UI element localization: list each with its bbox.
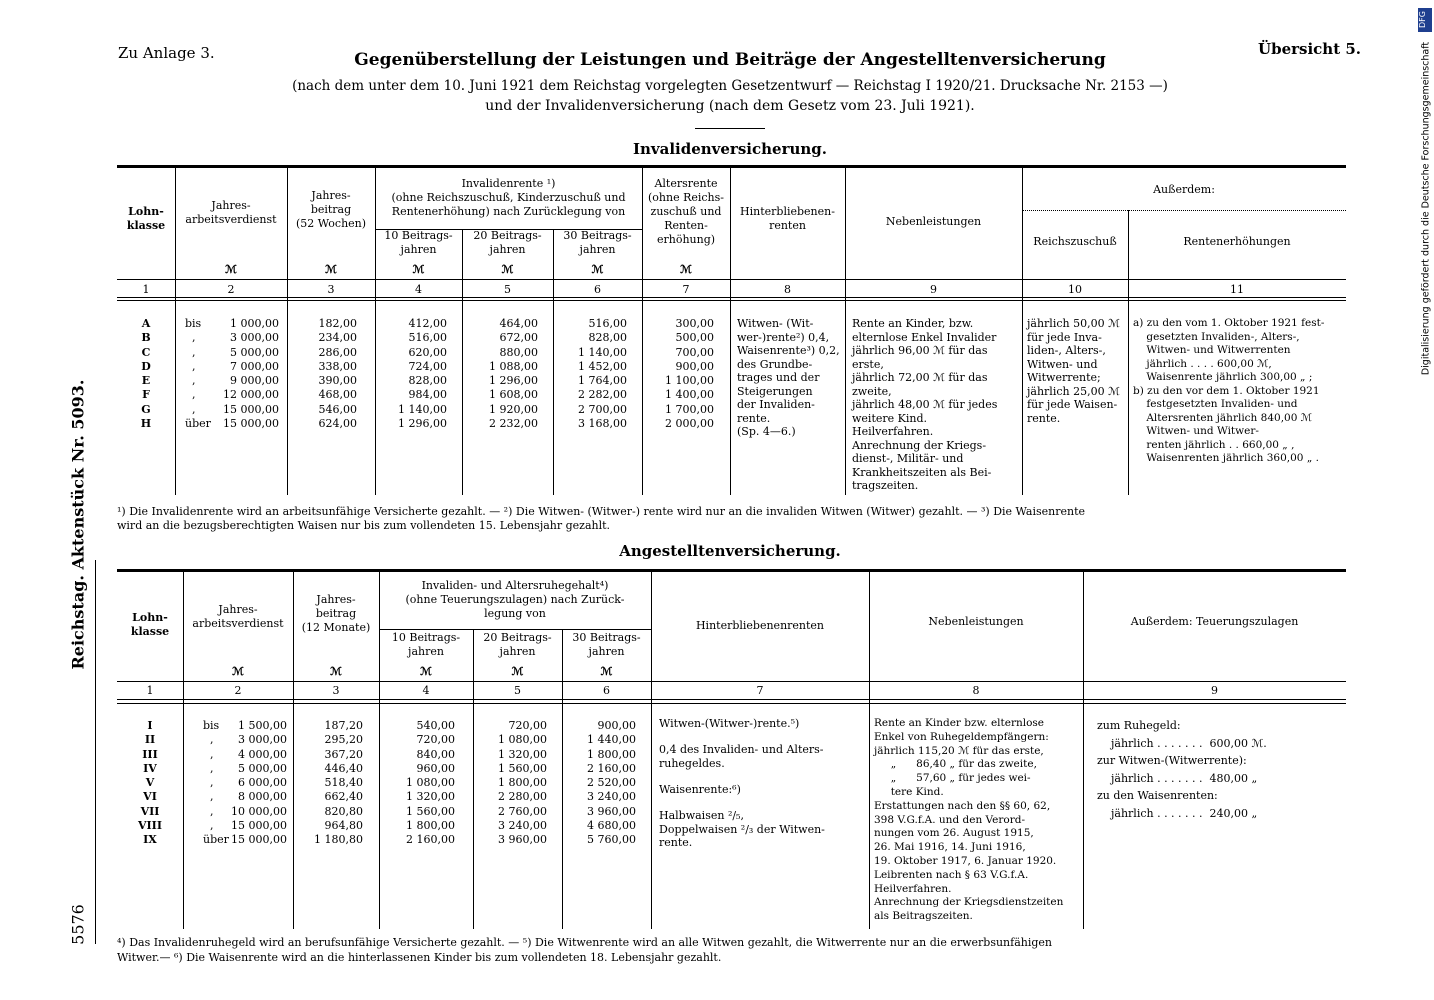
column-number: 7 [756, 684, 764, 697]
header-ruhegehalt: Invaliden- und Altersruhegehalt⁴) (ohne Teuerungszulagen) nach Zurück- legung von [405, 579, 625, 620]
verdienst-values: 1 500,00 3 000,00 4 000,00 5 000,00 6 000,00 8 000,00 10 000,00 15 000,00 15 000,00 [231, 719, 287, 847]
column-number: 8 [784, 283, 791, 296]
hinterbliebenen-text: Witwen- (Wit- wer-)rente²) 0,4, Waisenrente³) 0,2, des Grundbe- trages und der Steigerungen der Invaliden- rente. (Sp. 4—6.) [737, 317, 840, 438]
reichstag-document-label: Reichstag. Aktenstück Nr. 5093. [68, 379, 88, 670]
column-number: 3 [327, 283, 335, 296]
header-beitrag: Jahres- beitrag (12 Monate) [301, 593, 371, 634]
header-reichszuschuss: Reichszuschuß [1033, 235, 1117, 248]
margin-rule [95, 560, 96, 944]
nebenleistungen-text: Rente an Kinder, bzw. elternlose Enkel Invalider jährlich 96,00 ℳ für das erste, jährlich 72,00 ℳ für das zweite, jährlich 48,00 ℳ für jedes weitere Kind. Heilverfahren. Anrechnung der Kriegs- dienst-, Militär- und Krankheitszeiten als Bei- tragszeiten. [852, 317, 998, 492]
page-subtitle-1: (nach dem unter dem 10. Juni 1921 dem Reichstag vorgelegten Gesetzentwurf — Reichstag I 1920/21. Drucksache Nr. 2153 —) [292, 78, 1168, 94]
mark-symbol: ℳ [325, 263, 337, 276]
page-title: Gegenüberstellung der Leistungen und Beiträge der Angestelltenversicherung [354, 50, 1106, 70]
header-beitrag: Jahres- beitrag (52 Wochen) [295, 189, 367, 230]
header-r20: 20 Beitrags- jahren [483, 631, 552, 658]
invaliden-footnote: ¹) Die Invalidenrente wird an arbeitsunfähige Versicherte gezahlt. — ²) Die Witwen- (Witwer-) rente wird nur an die invaliden Witwen (Witwer) gezahlt. — ³) Die Waisenrente wird an die bezugsberechtigten Waisen nur bis zum vollendeten 15. Lebensjahr gezahlt. [117, 505, 1085, 532]
reichszuschuss-text: jährlich 50,00 ℳ für jede Inva- liden-, Alters-, Witwen- und Witwerrente; jährlich 25,00 ℳ für jede Waisen- rente. [1027, 317, 1120, 425]
column-number: 6 [594, 283, 601, 296]
header-hinterbliebenen: Hinterbliebenen- renten [740, 205, 835, 232]
page-number: 5576 [68, 904, 88, 945]
mark-symbol: ℳ [232, 665, 244, 678]
overview-number: Übersicht 5. [1258, 40, 1362, 58]
verdienst-prefix: bis , , , , , , über [185, 317, 211, 431]
nebenleistungen-text: Rente an Kinder bzw. elternlose Enkel von Ruhegeldempfängern: jährlich 115,20 ℳ für das erste, „ 86,40 „ für das zweite, „ 57,60 „ für jedes wei- tere Kind. Erstattungen nach den §§ 60, 62, 398 V.G.f.A. und den Verord- nungen vom 26. August 1915, 26. Mai 1916, 14. Juni 1916, 19. Oktober 1917, 6. Januar 1920. Leibrenten nach § 63 V.G.f.A. Heilverfahren. Anrechnung der Kriegsdienstzeiten als Beitragszeiten. [874, 717, 1064, 923]
column-number: 4 [422, 684, 430, 697]
column-number: 5 [514, 684, 521, 697]
hinterbliebenen-text: Witwen-(Witwer-)rente.⁵) 0,4 des Invaliden- und Alters- ruhegeldes. Waisenrente:⁶) Halbwaisen ²/₅, Doppelwaisen ²/₃ der Witwen- rente. [659, 717, 825, 849]
header-nebenleistungen: Nebenleistungen [885, 215, 982, 228]
altersrente-values: 300,00 500,00 700,00 900,00 1 100,00 1 400,00 1 700,00 2 000,00 [665, 317, 714, 431]
mark-symbol: ℳ [330, 665, 342, 678]
column-number: 1 [146, 684, 154, 697]
mark-symbol: ℳ [680, 263, 692, 276]
column-number: 1 [142, 283, 150, 296]
annex-reference: Zu Anlage 3. [118, 44, 215, 62]
title-rule [695, 128, 765, 129]
header-r20: 20 Beitrags- jahren [473, 229, 542, 256]
beitrag-values: 182,00 234,00 286,00 338,00 390,00 468,00 546,00 624,00 [318, 317, 357, 431]
teuerungszulagen-text: zum Ruhegeld: jährlich . . . . . . . 600,00 ℳ. zur Witwen-(Witwerrente): jährlich . . . . . . . 480,00 „ zu den Waisenrenten: jährlich . . . . . . . 240,00 „ [1097, 719, 1267, 820]
column-number: 11 [1230, 283, 1244, 296]
rente-10-values: 412,00 516,00 620,00 724,00 828,00 984,00 1 140,00 1 296,00 [398, 317, 447, 431]
header-verdienst: Jahres- arbeitsverdienst [192, 603, 284, 630]
rente-20-values: 464,00 672,00 880,00 1 088,00 1 296,00 1 608,00 1 920,00 2 232,00 [489, 317, 538, 431]
angestellten-heading: Angestelltenversicherung. [619, 542, 841, 560]
column-number: 3 [332, 684, 340, 697]
header-verdienst: Jahres- arbeitsverdienst [185, 199, 277, 226]
header-altersrente: Altersrente (ohne Reichs- zuschuß und Renten- erhöhung) [647, 177, 724, 246]
beitrag-values: 187,20 295,20 367,20 446,40 518,40 662,40 820,80 964,80 1 180,80 [314, 719, 363, 847]
angestellten-table [117, 569, 1346, 934]
header-r30: 30 Beitrags- jahren [563, 229, 632, 256]
ruhegehalt-10-values: 540,00 720,00 840,00 960,00 1 080,00 1 320,00 1 560,00 1 800,00 2 160,00 [406, 719, 455, 847]
page-subtitle-2: und der Invalidenversicherung (nach dem Gesetz vom 23. Juli 1921). [485, 98, 975, 114]
column-number: 9 [1211, 684, 1218, 697]
ruhegehalt-20-values: 720,00 1 080,00 1 320,00 1 560,00 1 800,00 2 280,00 2 760,00 3 240,00 3 960,00 [498, 719, 547, 847]
column-number: 9 [930, 283, 937, 296]
column-number: 4 [415, 283, 422, 296]
header-ausserdem: Außerdem: Teuerungszulagen [1130, 615, 1299, 628]
mark-symbol: ℳ [412, 263, 425, 276]
mark-symbol: ℳ [591, 263, 604, 276]
header-hinterbliebenen: Hinterbliebenenrenten [695, 619, 825, 632]
mark-symbol: ℳ [420, 665, 432, 678]
column-number: 10 [1068, 283, 1082, 296]
header-r30: 30 Beitrags- jahren [572, 631, 641, 658]
rente-30-values: 516,00 828,00 1 140,00 1 452,00 1 764,00 2 282,00 2 700,00 3 168,00 [578, 317, 627, 431]
ruhegehalt-30-values: 900,00 1 440,00 1 800,00 2 160,00 2 520,00 3 240,00 3 960,00 4 680,00 5 760,00 [587, 719, 636, 847]
column-number: 2 [227, 283, 235, 296]
header-invalidenrente: Invalidenrente ¹) (ohne Reichszuschuß, Kinderzuschuß und Rentenerhöhung) nach Zurücklegung von [391, 177, 626, 218]
column-number: 7 [682, 283, 690, 296]
column-number: 2 [234, 684, 242, 697]
column-number: 5 [504, 283, 511, 296]
header-ausserdem: Außerdem: [1153, 183, 1215, 196]
header-lohnklasse: Lohn- klasse [130, 611, 170, 638]
invaliden-heading: Invalidenversicherung. [632, 140, 827, 158]
mark-symbol: ℳ [600, 665, 613, 678]
header-r10: 10 Beitrags- jahren [391, 631, 461, 658]
column-number: 8 [972, 684, 980, 697]
mark-symbol: ℳ [511, 665, 524, 678]
lohnklasse-values: A B C D E F G H [140, 317, 152, 431]
verdienst-prefix: bis , , , , , , , über [203, 719, 229, 847]
invaliden-table [117, 165, 1346, 497]
column-number: 6 [603, 684, 610, 697]
header-rentenerhoehungen: Rentenerhöhungen [1183, 235, 1291, 248]
header-lohnklasse: Lohn- klasse [126, 205, 166, 232]
verdienst-values: 1 000,00 3 000,00 5 000,00 7 000,00 9 000,00 12 000,00 15 000,00 15 000,00 [223, 317, 279, 431]
mark-symbol: ℳ [501, 263, 514, 276]
dfg-credit: Digitalisierung gefördert durch die Deutsche Forschungsgemeinschaft [1420, 41, 1432, 376]
header-r10: 10 Beitrags- jahren [384, 229, 453, 256]
lohnklasse-values: I II III IV V VI VII VIII IX [138, 719, 162, 847]
rentenerhoehungen-text: a) zu den vom 1. Oktober 1921 fest- gesetzten Invaliden-, Alters-, Witwen- und Witwerrenten jährlich . . . . 600,00 ℳ, Waisenrente jährlich 300,00 „ ; b) zu den vor dem 1. Oktober 1921 festgesetzten Invaliden- und Altersrenten jährlich 840,00 ℳ Witwen- und Witwer- renten jährlich . . 660,00 „ , Waisenrenten jährlich 360,00 „ . [1133, 317, 1325, 464]
dfg-logo: DFG [1418, 8, 1432, 32]
header-nebenleistungen: Nebenleistungen [928, 615, 1024, 628]
angestellten-footnote: ⁴) Das Invalidenruhegeld wird an berufsunfähige Versicherte gezahlt. — ⁵) Die Witwenrente wird an alle Witwen gezahlt, die Witwerrente nur an die erwerbsunfähigen Witwer.— ⁶) Die Waisenrente wird an die hinterlassenen Kinder bis zum vollendeten 18. Lebensjahr gezahlt. [117, 936, 1052, 964]
mark-symbol: ℳ [225, 263, 237, 276]
